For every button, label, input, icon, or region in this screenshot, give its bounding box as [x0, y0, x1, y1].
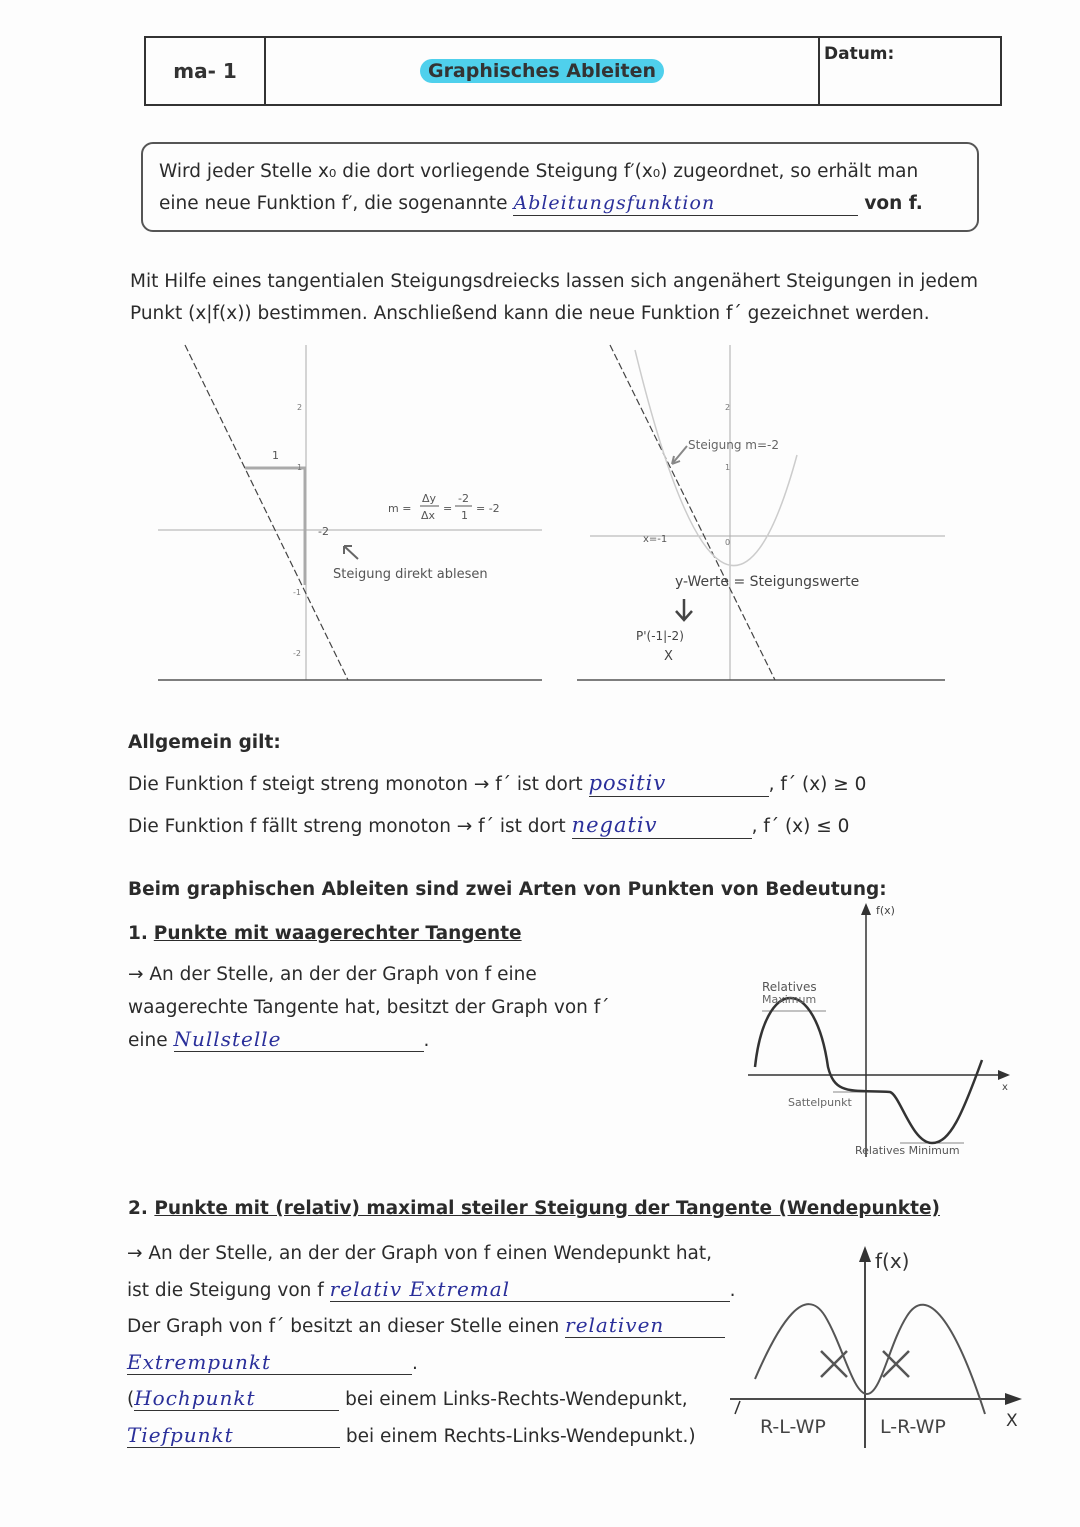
down-arrow-icon — [676, 599, 692, 620]
section-horizontal-tangent — [128, 917, 748, 1057]
annotation-direct: Steigung direkt ablesen — [333, 567, 488, 582]
slope-dy: Δy — [422, 492, 437, 505]
y-axis-label: f(x) — [875, 1249, 910, 1273]
p2-line-5: (Hochpunkt bei einem Links-Rechts-Wendepunkt, — [127, 1386, 688, 1410]
p1-line-1: → An der Stelle, an der der Graph von f eine — [128, 964, 537, 985]
y-axis-label: f(x) — [876, 904, 895, 917]
cross-icon — [821, 1351, 847, 1377]
section-1-title: 1. Punkte mit waagerechter Tangente — [128, 923, 522, 944]
point-cross: X — [664, 649, 673, 664]
max-label-1: Relatives — [762, 980, 817, 994]
answer-relativ-extremal: relativ Extremal — [330, 1277, 730, 1302]
min-label: Relatives Minimum — [855, 1144, 960, 1157]
p2-line-1: → An der Stelle, an der der Graph von f einen Wendepunkt hat, — [127, 1243, 713, 1264]
tick-1: 1 — [297, 463, 303, 472]
slope-num: -2 — [458, 492, 469, 505]
intro-line-2: Punkt (x|f(x)) bestimmen. Anschließend kann die neue Funktion f´ gezeichnet werden. — [130, 303, 930, 324]
intro-line-1: Mit Hilfe eines tangentialen Steigungsdreiecks lassen sich angenähert Steigungen in jedem — [130, 271, 978, 292]
answer-extrempunkt: Extrempunkt — [127, 1350, 412, 1375]
answer-negativ: negativ — [572, 812, 752, 839]
definition-line-2: eine neue Funktion f′, die sogenannte Ableitungsfunktion von f. — [159, 192, 923, 214]
p1-line-3: eine Nullstelle . — [128, 1027, 430, 1051]
derivative-point-graph — [575, 340, 955, 690]
inflection-graph — [725, 1236, 1040, 1456]
title-cell — [266, 38, 820, 104]
points-heading: Beim graphischen Ableiten sind zwei Arten von Punkten von Bedeutung: — [128, 879, 887, 900]
rule-rise: Die Funktion f steigt streng monoton → f´ ist dort positiv , f´ (x) ≥ 0 — [128, 771, 867, 795]
p2-line-4: Extrempunkt . — [127, 1349, 418, 1374]
definition-box — [141, 142, 979, 232]
p1-line-2: waagerechte Tangente hat, besitzt der Graph von f´ — [128, 997, 610, 1018]
tick-2: 2 — [297, 403, 303, 412]
x-axis-label: x — [1002, 1082, 1008, 1093]
slope-dx: Δx — [421, 509, 436, 522]
slope-triangle-graph — [150, 340, 550, 690]
label-minus-two: -2 — [318, 525, 329, 538]
page-title: Graphisches Ableiten — [420, 59, 664, 83]
answer-nullstelle: Nullstelle — [174, 1027, 424, 1052]
p2-line-6: Tiefpunkt bei einem Rechts-Links-Wendepunkt.) — [127, 1422, 696, 1447]
intro-text — [130, 266, 1010, 330]
tick-m2: -2 — [293, 649, 301, 658]
rl-wp-label: R-L-WP — [760, 1416, 826, 1438]
definition-line-1: Wird jeder Stelle x₀ die dort vorliegende Steigung f′(x₀) zugeordnet, so erhält man — [159, 161, 919, 182]
point-label: P'(-1|-2) — [636, 629, 684, 643]
rule-label: y-Werte = Steigungswerte — [675, 574, 860, 590]
tick-1: 1 — [725, 463, 731, 472]
extrema-graph — [740, 895, 1020, 1165]
saddle-label: Sattelpunkt — [788, 1096, 852, 1109]
slope-den: 1 — [461, 509, 468, 522]
tick-0: 0 — [725, 538, 731, 547]
course-code: ma- 1 — [146, 38, 266, 104]
x-label: x=-1 — [643, 534, 668, 545]
arrow-icon — [672, 446, 687, 464]
tick-m1: -1 — [293, 588, 301, 597]
answer-positiv: positiv — [589, 770, 769, 797]
lr-wp-label: L-R-WP — [880, 1416, 946, 1438]
p2-line-2: ist die Steigung von f relativ Extremal . — [127, 1276, 736, 1301]
section-inflection — [127, 1236, 747, 1455]
max-label-2: Maximum — [762, 993, 817, 1006]
x-axis-label: X — [1006, 1411, 1018, 1431]
date-field: Datum: — [824, 44, 895, 64]
answer-hochpunkt: Hochpunkt — [134, 1386, 339, 1411]
slope-result: = -2 — [476, 502, 500, 515]
answer-tiefpunkt: Tiefpunkt — [127, 1423, 340, 1448]
arrow-icon — [344, 546, 358, 559]
answer-ableitungsfunktion: Ableitungsfunktion — [513, 191, 858, 216]
general-rules — [128, 722, 928, 848]
label-one: 1 — [272, 449, 279, 462]
slope-label: Steigung m=-2 — [688, 438, 780, 452]
answer-relativen: relativen — [565, 1313, 725, 1338]
p2-line-3: Der Graph von f´ besitzt an dieser Stelle einen relativen — [127, 1309, 747, 1346]
rule-fall: Die Funktion f fällt streng monoton → f´ ist dort negativ , f´ (x) ≤ 0 — [128, 813, 850, 837]
tick-2: 2 — [725, 403, 731, 412]
general-heading: Allgemein gilt: — [128, 732, 281, 753]
slope-m: m = — [388, 502, 412, 515]
section-2-title: 2. Punkte mit (relativ) maximal steiler Steigung der Tangente (Wendepunkte) — [128, 1198, 940, 1219]
svg-text:=: = — [443, 502, 453, 515]
worksheet-header — [144, 36, 1002, 106]
